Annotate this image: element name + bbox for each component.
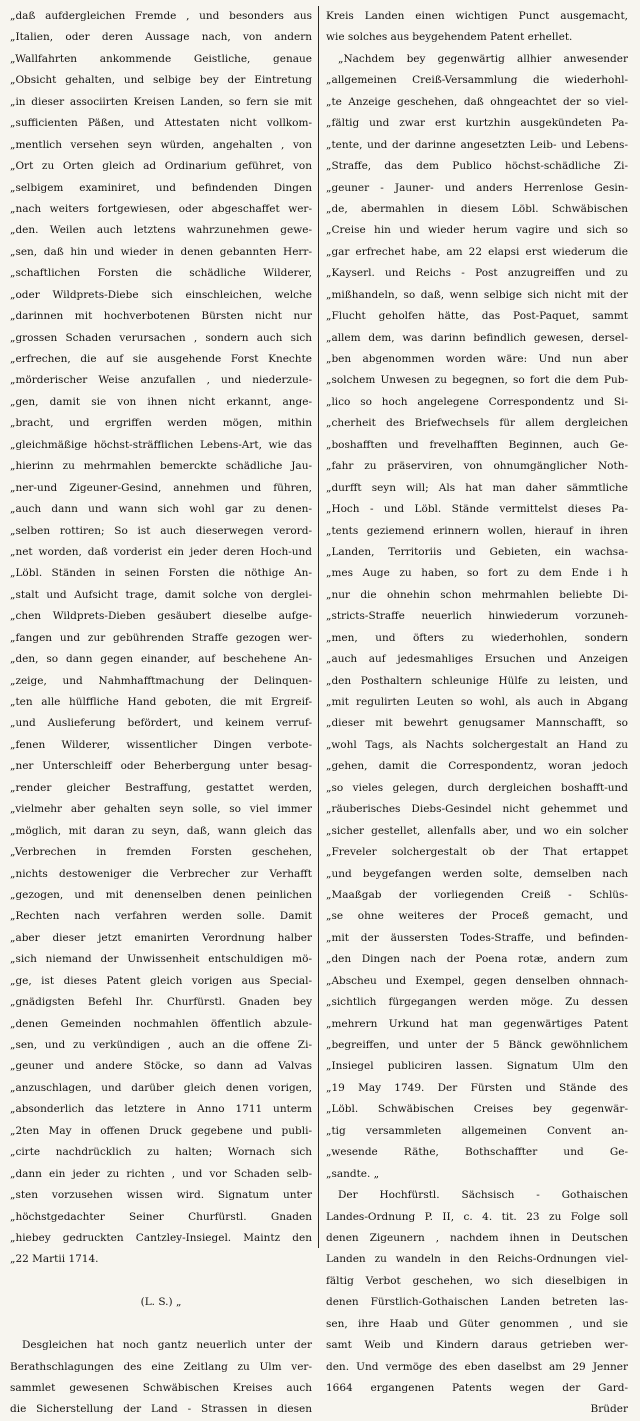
text-line: „durfft seyn will; Als hat man daher sämmtliche <box>326 481 628 494</box>
text-line: „cherheit des Briefwechsels für allem dergleichen <box>326 417 628 430</box>
text-line: „Flucht geholfen hätte, das Post-Paquet, sammt <box>326 310 628 323</box>
text-line: „ten alle hülffliche Hand geboten, die mit Ergreif- <box>10 696 312 708</box>
text-line: „boshafften und frevelhafften Beginnen, auch Ge- <box>326 438 628 451</box>
text-line: 1664 ergangenen Patents wegen der Gard- <box>326 1382 628 1394</box>
text-line: „Abscheu und Exempel, gegen denselben ohnnach- <box>326 974 628 987</box>
text-line: „sen, daß hin und wieder in denen gebannten Herr- <box>10 245 312 258</box>
text-line: „den, so dann gegen einander, auf beschehene An- <box>10 653 312 666</box>
text-line: „Landen, Territoriis und Gebieten, ein wachsa- <box>326 545 628 558</box>
text-line: „höchstgedachter Seiner Churfürstl. Gnaden <box>10 1210 312 1223</box>
text-line: „dieser mit bewehrt genugsamer Mannschafft, so <box>326 717 628 730</box>
text-line: „denen Gemeinden nochmahlen öffentlich abzule- <box>10 1017 312 1030</box>
text-line: Der Hochfürstl. Sächsisch - Gothaischen <box>338 1189 628 1202</box>
text-line: „22 Martii 1714. <box>10 1253 99 1266</box>
text-line: „zeige, und Nahmhafftmachung der Delinquen- <box>10 674 312 687</box>
text-line: „allem dem, was darinn befindlich gewesen, dersel- <box>326 331 628 344</box>
text-line: „sandte. „ <box>326 1167 380 1180</box>
text-line: „ner Unterschleiff oder Beherbergung unter besag- <box>10 760 312 773</box>
text-line: „Löbl. Ständen in seinen Forsten die nöthige An- <box>10 567 312 580</box>
text-line: „fenen Wilderer, wissentlicher Dingen verbote- <box>10 738 312 751</box>
text-line: „fältig und zwar erst kurtzhin ausgekündeten Pa- <box>326 117 628 130</box>
text-line: „ge, ist dieses Patent gleich vorigen aus Special- <box>10 974 312 987</box>
text-line: „Straffe, das dem Publico höchst-schädliche Zi- <box>326 160 628 173</box>
text-line: „gehen, damit die Correspondentz, woran jedoch <box>326 760 628 773</box>
text-line: „nach weiters fortgewiesen, oder abgeschaffet wer- <box>10 202 312 215</box>
text-line: „tente, und der darinne angesetzten Leib- und Lebens- <box>326 138 628 151</box>
text-line: „absonderlich das letztere in Anno 1711 unterm <box>10 1103 312 1116</box>
text-line: „19 May 1749. Der Fürsten und Stände des <box>326 1081 628 1094</box>
text-line: „Insiegel publiciren lassen. Signatum Ulm den <box>326 1060 628 1073</box>
text-line: „Verbrechen in fremden Forsten geschehen, <box>10 846 312 859</box>
text-line: denen Fürstlich-Gothaischen Landen betreten las- <box>326 1296 628 1309</box>
text-line: „hierinn zu mehrmahlen bemerckte schädliche Jau- <box>10 460 312 473</box>
text-line: „und beygefangen werden solte, demselben nach <box>326 867 628 880</box>
text-line: „ben abgenommen worden wäre: Und nun aber <box>326 353 628 365</box>
text-line: Desgleichen hat noch gantz neuerlich unter der <box>22 1339 312 1352</box>
text-line: „stalt und Aufsicht trage, damit solche von derglei- <box>10 588 312 601</box>
text-line: fältig Verbot geschehen, wo sich dieselbigen in <box>326 1274 628 1287</box>
text-line: „tig versammleten allgemeinen Convent an- <box>326 1124 628 1137</box>
text-line: „den. Weilen auch letztens wahrzunehmen gewe- <box>10 224 312 237</box>
text-line: „daß aufdergleichen Fremde , und besonders aus <box>10 10 312 22</box>
text-line: „tents geziemend erinnern wollen, hierauf in ihren <box>326 524 628 537</box>
text-line: „gar erfrechet habe, am 22 elapsi erst wiederum die <box>326 245 628 258</box>
text-line: „Freveler solchergestalt ob der That ertappet <box>326 846 628 859</box>
text-line: „Obsicht gehalten, und selbige bey der Eintretung <box>10 74 312 87</box>
text-line: „vielmehr aber gehalten seyn solle, so viel immer <box>10 803 312 816</box>
text-line: „begreiffen, und unter der 5 Bänck gewöhnlichem <box>326 1039 628 1051</box>
text-line: „den Dingen nach der Poena rotæ, andern zum <box>326 953 628 966</box>
text-line: „Wallfahrten ankommende Geistliche, genaue <box>10 52 312 65</box>
text-line: „cirte nachdrücklich zu halten; Wornach sich <box>10 1146 312 1159</box>
text-line: „Maaßgab der vorliegenden Creiß - Schlüs- <box>326 888 628 901</box>
right-text-column <box>326 6 628 1421</box>
text-line: „und Auslieferung befördert, und keinem verruf- <box>10 717 312 730</box>
text-line: „auch dann und wann sich wohl gar zu denen- <box>10 503 312 516</box>
text-line: „mehrern Urkund hat man gegenwärtiges Patent <box>326 1017 628 1030</box>
text-line: Landen zu wandeln in den Reichs-Ordnungen viel- <box>326 1253 628 1266</box>
text-line: „selben rottiren; So ist auch dieserwegen verord- <box>10 524 312 537</box>
text-line: „Rechten nach verfahren werden solle. Damit <box>10 910 312 923</box>
text-line: „in dieser associirten Kreisen Landen, so fern sie mit <box>10 95 312 108</box>
text-line: „oder Wildprets-Diebe sich einschleichen, welche <box>10 288 312 301</box>
text-line: „mit regulirten Leuten so wohl, als auch in Abgang <box>326 696 628 708</box>
text-line: „se ohne weiteres der Proceß gemacht, und <box>326 910 628 923</box>
text-line: „gen, damit sie von ihnen nicht erkannt, ange- <box>10 395 312 408</box>
text-line: „stricts-Straffe neuerlich hinwiederum vorzuneh- <box>326 610 628 623</box>
text-line: „te Anzeige geschehen, daß ohngeachtet der so viel- <box>326 95 628 108</box>
text-line: „Creise hin und wieder herum vagire und sich so <box>326 224 628 237</box>
text-line: „selbigem examiniret, und befindenden Dingen <box>10 181 312 194</box>
text-line: „solchem Unwesen zu begegnen, so fort die dem Pub- <box>326 374 628 387</box>
text-line: „chen Wildprets-Dieben gesäubert dieselbe aufge- <box>10 610 312 623</box>
text-line: sen, ihre Haab und Güter genommen , und sie <box>326 1317 628 1330</box>
text-line: „möglich, mit daran zu seyn, daß, wann gleich das <box>10 824 312 837</box>
text-line: wie solches aus beygehendem Patent erhellet. <box>326 31 573 44</box>
text-line: „den Posthaltern schleunige Hülfe zu leisten, und <box>326 674 628 687</box>
text-line: „Kayserl. und Reichs - Post anzugreiffen und zu <box>326 267 628 280</box>
column-divider <box>318 6 319 1248</box>
text-line <box>10 1271 312 1292</box>
text-line: „mentlich versehen seyn würden, angehalten , von <box>10 138 312 151</box>
text-line: „anzuschlagen, und darüber gleich denen vorigen, <box>10 1081 312 1094</box>
text-line: „gnädigsten Befehl Ihr. Churfürstl. Gnaden bey <box>10 996 312 1009</box>
text-line: „sten vorzusehen wissen wird. Signatum unter <box>10 1189 312 1202</box>
text-line: „Nachdem bey gegenwärtig allhier anwesender <box>338 52 628 65</box>
text-line: „wohl Tags, als Nachts solchergestalt an Hand zu <box>326 738 628 751</box>
text-line: Brüder <box>590 1403 628 1416</box>
text-line: „hiebey gedruckten Cantzley-Insiegel. Maintz den <box>10 1231 312 1244</box>
text-line: „mißhandeln, so daß, wenn selbige sich nicht mit der <box>326 288 628 301</box>
text-line: „lico so hoch angelegene Correspondentz und Si- <box>326 395 628 408</box>
text-line: „Italien, oder deren Aussage nach, von andern <box>10 31 312 44</box>
text-line: „nichts destoweniger die Verbrecher zur Verhafft <box>10 867 312 880</box>
text-line: „men, und öfters zu wiederhohlen, sondern <box>326 631 628 644</box>
text-line: „geuner und andere Stöcke, so dann ad Valvas <box>10 1060 312 1073</box>
text-line: „Ort zu Orten gleich ad Ordinarium geführet, von <box>10 160 312 173</box>
text-line: „sich niemand der Unwissenheit entschuldigen mö- <box>10 953 312 966</box>
text-line: „wesende Räthe, Bothschaffter und Ge- <box>326 1146 628 1159</box>
text-line: „2ten May in offenen Druck gegebene und publi- <box>10 1124 312 1137</box>
text-line: „allgemeinen Creiß-Versammlung die wiederhohl- <box>326 74 628 87</box>
text-line: „so vieles gelegen, durch dergleichen boshafft-und <box>326 781 628 794</box>
text-line: „auch auf jedesmahliges Ersuchen und Anzeigen <box>326 653 628 666</box>
text-line: „schaftlichen Forsten die schädliche Wilderer, <box>10 267 312 280</box>
text-line: „fangen und zur gebührenden Straffe gezogen wer- <box>10 631 312 644</box>
text-line: die Sicherstellung der Land - Strassen in diesen <box>10 1403 312 1416</box>
text-line: „ner-und Zigeuner-Gesind, annehmen und führen, <box>10 481 312 494</box>
text-line: „nur die ohnehin schon mehrmahlen beliebte Di- <box>326 588 628 601</box>
text-line <box>10 1314 312 1335</box>
text-line: Kreis Landen einen wichtigen Punct ausgemacht, <box>326 10 628 22</box>
text-line: „render gleicher Bestraffung, gestattet werden, <box>10 781 312 794</box>
text-line: „dann ein jeder zu richten , und vor Schaden selb- <box>10 1167 312 1180</box>
text-line: Landes-Ordnung P. II, c. 4. tit. 23 zu Folge soll <box>326 1210 628 1223</box>
text-line: „gezogen, und mit denenselben denen peinlichen <box>10 888 312 901</box>
left-text-column <box>10 6 312 1421</box>
text-line: sammlet gewesenen Schwäbischen Kreises auch <box>10 1382 312 1394</box>
text-line: „fahr zu präserviren, von ohnumgänglicher Noth- <box>326 460 628 473</box>
text-line: „mit der äussersten Todes-Straffe, und befinden- <box>326 931 628 944</box>
text-line: „räuberisches Diebs-Gesindel nicht gehemmet und <box>326 803 628 816</box>
text-line: „aber dieser jetzt emanirten Verordnung halber <box>10 931 312 944</box>
text-line: „bracht, und ergriffen werden mögen, mithin <box>10 417 312 430</box>
text-line: „erfrechen, die auf sie ausgehende Forst Knechte <box>10 353 312 365</box>
text-line: „geuner - Jauner- und anders Herrenlose Gesin- <box>326 181 628 194</box>
text-line: „de, abermahlen in diesem Löbl. Schwäbischen <box>326 202 628 215</box>
text-line: „net worden, daß vorderist ein jeder deren Hoch-und <box>10 545 312 558</box>
text-line: „sicher gestellet, allenfalls aber, und wo ein solcher <box>326 824 628 837</box>
text-line: denen Zigeunern , nachdem ihnen in Deutschen <box>326 1231 628 1244</box>
text-line: „mörderischer Weise anzufallen , und niederzule- <box>10 374 312 387</box>
text-line: „darinnen mit hochverbotenen Bürsten nicht nur <box>10 310 312 323</box>
text-line: „mes Auge zu haben, so fort zu dem Ende i h <box>326 567 628 580</box>
text-line: den. Und vermöge des eben daselbst am 29 Jenner <box>326 1360 628 1373</box>
text-line: samt Weib und Kindern daraus getrieben wer- <box>326 1339 628 1352</box>
text-line: Berathschlagungen des eine Zeitlang zu Ulm ver- <box>10 1360 312 1373</box>
text-line: (L. S.) „ <box>140 1296 182 1309</box>
text-line: „grossen Schaden verursachen , sondern auch sich <box>10 331 312 344</box>
text-line: „sufficienten Päßen, und Attestaten nicht vollkom- <box>10 117 312 130</box>
text-line: „sichtlich fürgegangen werden möge. Zu dessen <box>326 996 628 1009</box>
text-line: „Hoch - und Löbl. Stände vermittelst dieses Pa- <box>326 503 628 516</box>
text-line: „Löbl. Schwäbischen Creises bey gegenwär- <box>326 1103 628 1116</box>
text-line: „sen, und zu verkündigen , auch an die offene Zi- <box>10 1039 312 1051</box>
text-line: „gleichmäßige höchst-sträfflichen Lebens-Art, wie das <box>10 438 312 451</box>
